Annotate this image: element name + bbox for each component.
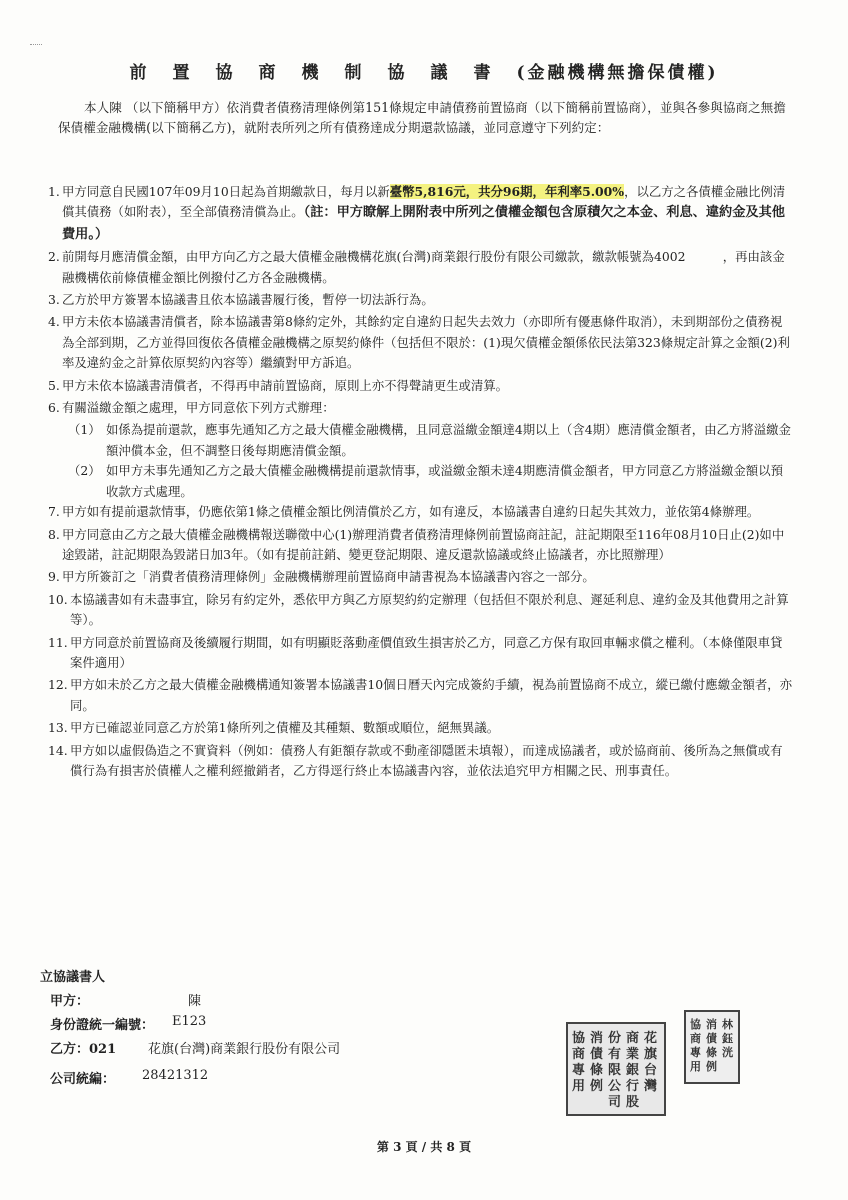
svg-text:旗: 旗	[644, 1047, 658, 1062]
clause-13	[48, 718, 793, 738]
page-footer: 第 3 頁 / 共 8 頁	[376, 1140, 472, 1154]
clause-number: 6.	[48, 400, 60, 416]
svg-text:條: 條	[590, 1063, 604, 1078]
sub-item-2	[48, 461, 793, 502]
clause-number: 8.	[48, 526, 60, 542]
tax-id-value: 28421312	[142, 1068, 209, 1083]
svg-text:台: 台	[644, 1063, 658, 1078]
svg-text:林: 林	[722, 1018, 733, 1031]
clause-text: 甲方未依本協議書清償者，不得再申請前置協商，原則上亦不得聲請更生或清算。	[62, 377, 509, 393]
party-a-value: 陳	[188, 994, 202, 1009]
clause-text: 甲方所簽訂之「消費者債務清理條例」金融機構辦理前置協商申請書視為本協議書內容之一部分。	[62, 569, 595, 585]
sub-item-number: （2）	[68, 463, 101, 479]
signature-heading-row	[40, 966, 560, 990]
clause-number: 3.	[48, 292, 60, 308]
svg-text:業: 業	[626, 1047, 640, 1062]
intro-paragraph: 本人陳 （以下簡稱甲方）依消費者債務清理條例第151條規定申請債務前置協商（以下簡稱前置協商），並與各參與協商之無擔保債權金融機構(以下簡稱乙方)，就附表所列之所有債務達成分期還款協議，並同意遵守下列約定：	[58, 100, 786, 135]
svg-text:行: 行	[626, 1079, 640, 1094]
svg-text:商: 商	[690, 1032, 701, 1045]
clause-text: 有關溢繳金額之處理，甲方同意依下列方式辦理：	[62, 400, 335, 416]
clause-11	[48, 633, 793, 674]
id-label: 身份證統一編號：	[50, 1018, 155, 1033]
svg-text:銀: 銀	[626, 1063, 640, 1078]
svg-text:花: 花	[644, 1031, 658, 1046]
party-b-row	[40, 1038, 560, 1062]
highlight-rate: 年利率5.00%	[544, 184, 625, 199]
svg-text:商: 商	[626, 1031, 640, 1046]
clause-10	[48, 590, 793, 631]
svg-text:消: 消	[706, 1018, 717, 1031]
bank-seal-graphic	[568, 1024, 664, 1114]
svg-text:用: 用	[572, 1079, 586, 1094]
svg-text:份: 份	[608, 1031, 622, 1046]
svg-text:協: 協	[572, 1031, 586, 1046]
svg-text:用: 用	[690, 1060, 701, 1073]
id-value: E123	[172, 1014, 207, 1029]
clause-5	[48, 376, 793, 396]
svg-text:專: 專	[690, 1046, 701, 1059]
svg-text:商: 商	[572, 1047, 586, 1062]
clause-8	[48, 525, 793, 566]
clause-text: 本協議書如有未盡事宜，除另有約定外，悉依甲方與乙方原契約約定辦理（包括但不限於利息、遲延利息、違約金及其他費用之計算等）。	[70, 591, 789, 628]
highlight-amount: 臺幣5,816元，共分96期，	[389, 184, 545, 199]
svg-text:洸: 洸	[722, 1046, 733, 1059]
svg-text:條: 條	[706, 1046, 717, 1059]
svg-text:有: 有	[608, 1047, 622, 1062]
title-sub: (金融機構無擔保債權)	[516, 63, 719, 83]
clause-text: 甲方如未於乙方之最大債權金融機構通知簽署本協議書10個日曆天內完成簽約手續，視為前置協商不成立，縱已繳付應繳金額者，亦同。	[70, 677, 793, 713]
clause-number: 10.	[48, 591, 68, 607]
clause-3	[48, 290, 793, 310]
clause-text: 前開每月應清償金額，由甲方向乙方之最大債權金融機構花旗(台灣)商業銀行股份有限公司繳款，繳款帳號為4002 ，再由該金融機構依前條債權金額比例撥付乙方各金融機構。	[62, 249, 785, 285]
sub-item-text: 如係為提前還款，應事先通知乙方之最大債權金融機構，且同意溢繳金額達4期以上（含4期）應清償金額者，由乙方將溢繳金額沖償本金，但不調整日後每期應清償金額。	[106, 422, 791, 458]
personal-seal-stamp	[684, 1010, 740, 1084]
clause-note: （註：甲方瞭解上開附表中所列之債權金額包含原積欠之本金、利息、違約金及其他費用。）	[62, 205, 785, 242]
party-a-row	[40, 990, 560, 1014]
party-b-value: 花旗(台灣)商業銀行股份有限公司	[148, 1042, 341, 1057]
sub-item-1	[48, 420, 793, 461]
svg-text:消: 消	[590, 1031, 604, 1046]
clause-2	[48, 247, 793, 288]
scan-mark	[30, 44, 42, 46]
clause-text: 甲方同意於前置協商及後續履行期間，如有明顯貶落動產價值致生損害於乙方，同意乙方保有取回車輛求償之權利。（本條僅限車貸案件適用）	[70, 634, 783, 670]
svg-text:司: 司	[608, 1095, 622, 1110]
clause-1	[48, 182, 793, 245]
svg-text:例: 例	[590, 1079, 604, 1094]
clause-list	[48, 182, 793, 783]
clause-number: 4.	[48, 314, 60, 330]
clause-text: 甲方已確認並同意乙方於第1條所列之債權及其種類、數額或順位，絕無異議。	[70, 720, 500, 736]
svg-text:公: 公	[608, 1079, 622, 1094]
clause-4	[48, 312, 793, 373]
tax-id-row	[40, 1068, 560, 1092]
clause-text: 乙方於甲方簽署本協議書且依本協議書履行後，暫停一切法訴行為。	[62, 292, 434, 308]
clause-text: ，以乙方之各債權金融比例清償其債務（如附表），至全部債務清償為止。	[62, 184, 786, 220]
clause-number: 14.	[48, 742, 68, 758]
clause-number: 2.	[48, 249, 60, 265]
tax-id-label: 公司統編：	[50, 1072, 116, 1087]
clause-text: 甲方如有提前還款情事，仍應依第1條之債權金額比例清償於乙方，如有違反，本協議書自違約日起失其效力，並依第4條辦理。	[62, 504, 760, 520]
id-row	[40, 1014, 560, 1038]
svg-text:債: 債	[706, 1032, 717, 1045]
sub-item-text: 如甲方未事先通知乙方之最大債權金融機構提前還款情事，或溢繳金額未達4期應清償金額者，甲方同意乙方將溢繳金額以預收款方式處理。	[106, 463, 783, 499]
clause-number: 1.	[48, 184, 60, 199]
page-title	[0, 58, 848, 83]
clause-number: 5.	[48, 377, 60, 393]
clause-number: 9.	[48, 569, 60, 585]
party-b-label: 乙方：021	[50, 1042, 117, 1057]
svg-text:例: 例	[706, 1060, 717, 1073]
svg-text:債: 債	[590, 1047, 604, 1062]
clause-text: 甲方同意自民國107年09月10日起為首期繳款日，每月以新	[62, 184, 390, 199]
svg-text:鈺: 鈺	[722, 1032, 733, 1045]
party-a-label: 甲方：	[50, 994, 90, 1009]
svg-text:股: 股	[626, 1095, 640, 1110]
signature-heading: 立協議書人	[40, 970, 106, 985]
clause-number: 12.	[48, 677, 68, 693]
signature-block	[40, 966, 560, 1092]
sub-item-number: （1）	[68, 422, 101, 438]
svg-text:限: 限	[608, 1063, 622, 1078]
bank-seal-stamp	[566, 1022, 666, 1116]
clause-14	[48, 741, 793, 782]
clause-text: 甲方同意由乙方之最大債權金融機構報送聯徵中心(1)辦理消費者債務清理條例前置協商註記，註記期限至116年08月10日止(2)如中途毀諾，註記期限為毀諾日加3年。（如有提前註銷、變更登記期限、違反還款協議或終止協議者，亦比照辦理）	[62, 526, 785, 562]
svg-text:專: 專	[572, 1063, 586, 1078]
clause-6	[48, 398, 793, 418]
clause-12	[48, 675, 793, 716]
clause-number: 11.	[48, 634, 68, 650]
personal-seal-graphic	[686, 1012, 738, 1082]
title-main: 前置協商機制協議書	[129, 63, 517, 83]
clause-number: 7.	[48, 504, 60, 520]
svg-text:灣: 灣	[644, 1079, 658, 1094]
clause-9	[48, 567, 793, 587]
clause-number: 13.	[48, 720, 68, 736]
svg-text:協: 協	[690, 1018, 701, 1031]
clause-text: 甲方未依本協議書清償者，除本協議書第8條約定外，其餘約定自違約日起失去效力（亦即所有優惠條件取消），未到期部份之債務視為全部到期，乙方並得回復依各債權金融機構之原契約條件（包括但不限於：(1)現欠債權金額係依民法第323條規定計算之金額(2)利率及違約金之計算依原契約內容等）繼續對甲方訴追。	[62, 314, 790, 371]
clause-7	[48, 502, 793, 522]
clause-text: 甲方如以虛假偽造之不實資料（例如：債務人有鉅額存款或不動產卻隱匿未填報），而達成協議者，或於協商前、後所為之無償或有償行為有損害於債權人之權利經撤銷者，乙方得逕行終止本協議書內容，並依法追究甲方相關之民、刑事責任。	[70, 742, 783, 778]
